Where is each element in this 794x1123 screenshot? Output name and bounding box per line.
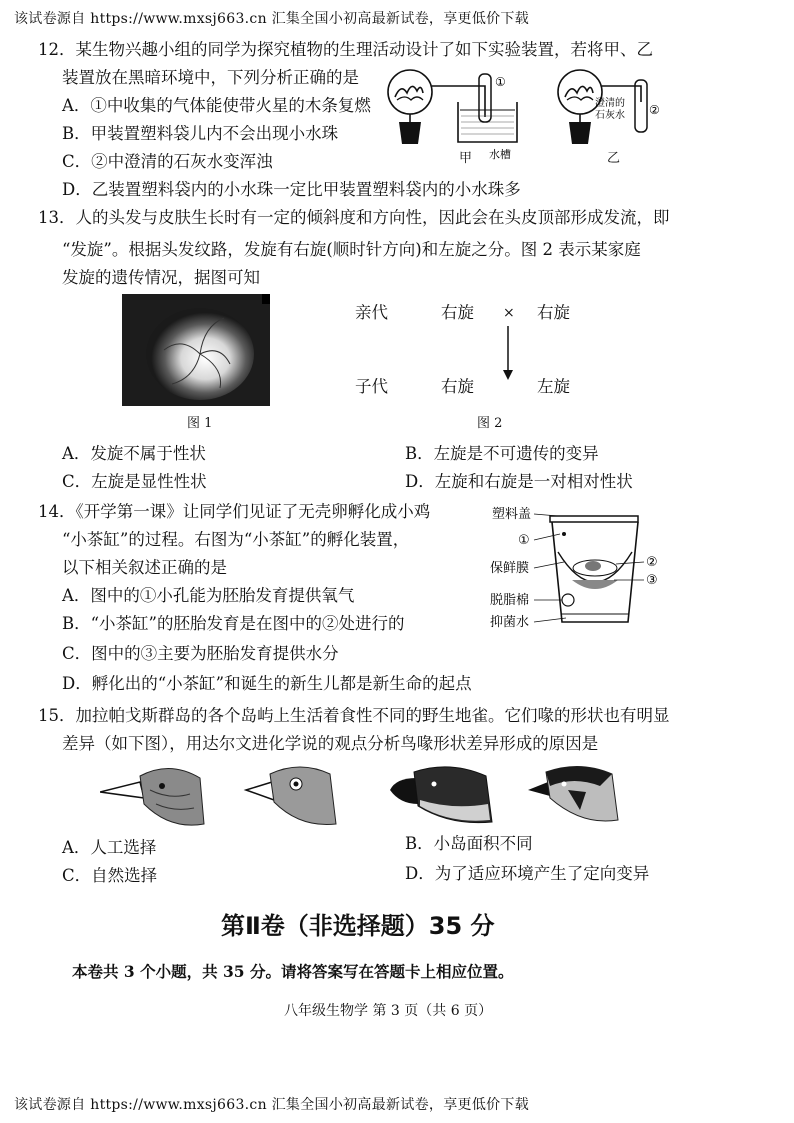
label-c1: ① (518, 533, 530, 548)
label-c3: ③ (646, 573, 658, 588)
fig2-cross: × (503, 305, 515, 321)
q15-stem-line2: 差异（如下图），用达尔文进化学说的观点分析鸟喙形状差异形成的原因是 (62, 734, 599, 753)
label-limewater-2: 石灰水 (595, 110, 625, 121)
q15-option-d: D．为了适应环境产生了定向变异 (405, 864, 650, 883)
q15-stem-line1: 15．加拉帕戈斯群岛的各个岛屿上生活着食性不同的野生地雀。它们喙的形状也有明显 (38, 706, 670, 725)
fig2-parent-label: 亲代 (355, 303, 388, 322)
label-circle-1: ① (495, 75, 506, 89)
q13-option-d: D．左旋和右旋是一对相对性状 (405, 472, 633, 491)
fig2-down-arrow-icon (501, 326, 515, 382)
label-jia: 甲 (459, 151, 473, 166)
cotton-ball (562, 594, 574, 606)
fig2-parent-a: 右旋 (441, 303, 474, 322)
source-banner-bottom: 该试卷源自 https://www.mxsj663.cn 汇集全国小初高最新试卷，享更低价下载 (14, 1097, 530, 1113)
label-sink: 水槽 (489, 148, 511, 161)
finch-head-1 (100, 768, 204, 825)
fig1-caption: 图 1 (187, 416, 213, 431)
q13-option-c: C．左旋是显性性状 (62, 472, 207, 491)
finch-head-2 (246, 767, 336, 825)
label-film: 保鲜膜 (490, 561, 530, 576)
label-yi: 乙 (607, 151, 621, 166)
q12-stem-line2: 装置放在黑暗环境中，下列分析正确的是 (62, 68, 359, 87)
cup (552, 522, 638, 622)
q15-option-c: C．自然选择 (62, 866, 158, 885)
q15-option-a: A．人工选择 (62, 838, 157, 857)
label-water: 抑菌水 (490, 615, 530, 630)
label-c2: ② (646, 555, 658, 570)
q14-stem-line1: 14．《开学第一课》让同学们见证了无壳卵孵化成小鸡 (38, 502, 431, 521)
finch-head-3 (390, 767, 492, 823)
fig2-caption: 图 2 (477, 416, 503, 431)
q13-stem-line1: 13．人的头发与皮肤生长时有一定的倾斜度和方向性，因此会在头皮顶部形成发流，即 (38, 208, 670, 227)
q13-hair-whorl-photo (122, 294, 270, 406)
q13-option-b: B．左旋是不可遗传的变异 (405, 444, 599, 463)
q14-option-c: C．图中的③主要为胚胎发育提供水分 (62, 644, 339, 663)
plant-icon (395, 86, 423, 97)
q14-option-a: A．图中的①小孔能为胚胎发育提供氧气 (62, 586, 355, 605)
finch-head-4 (528, 766, 618, 821)
plastic-lid (550, 516, 638, 522)
egg-white (572, 580, 618, 589)
fig2-parent-b: 右旋 (537, 303, 570, 322)
page-footer: 八年级生物学 第 3 页（共 6 页） (284, 1003, 493, 1019)
q14-stem-line3: 以下相关叙述正确的是 (62, 558, 227, 577)
flower-pot (569, 122, 591, 144)
q12-option-b: B．甲装置塑料袋儿内不会出现小水珠 (62, 124, 339, 143)
q14-stem-line2: “小茶缸”的过程。右图为“小茶缸”的孵化装置， (62, 530, 410, 549)
q12-option-a: A．①中收集的气体能使带火星的木条复燃 (62, 96, 371, 115)
q15-option-b: B．小岛面积不同 (405, 834, 533, 853)
apparatus-yi (558, 70, 660, 144)
plant-icon (565, 86, 593, 97)
q13-stem-line2: “发旋”。根据头发纹路，发旋有右旋(顺时针方向)和左旋之分。图 2 表示某家庭 (62, 240, 641, 259)
flower-pot (399, 122, 421, 144)
air-hole (562, 532, 566, 536)
q12-option-c: C．②中澄清的石灰水变浑浊 (62, 152, 273, 171)
q15-finch-beaks-figure (100, 760, 640, 832)
label-limewater-1: 澄清的 (595, 98, 625, 109)
q12-option-d: D．乙装置塑料袋内的小水珠一定比甲装置塑料袋内的小水珠多 (62, 180, 521, 199)
section-title: 第Ⅱ卷（非选择题）35 分 (221, 912, 495, 940)
q14-incubator-figure (488, 502, 678, 630)
q13-stem-line3: 发旋的遗传情况，据图可知 (62, 268, 260, 287)
label-circle-2: ② (649, 103, 660, 117)
source-banner-top: 该试卷源自 https://www.mxsj663.cn 汇集全国小初高最新试卷，享更低价下载 (14, 11, 530, 27)
q13-option-a: A．发旋不属于性状 (62, 444, 206, 463)
egg-yolk (585, 561, 601, 571)
fig2-child-label: 子代 (355, 377, 388, 396)
label-cotton: 脱脂棉 (490, 593, 530, 608)
section-note: 本卷共 3 个小题，共 35 分。请将答案写在答题卡上相应位置。 (72, 962, 514, 981)
q12-apparatus-figure (375, 62, 675, 170)
q14-option-d: D．孵化出的“小茶缸”和诞生的新生儿都是新生命的起点 (62, 674, 472, 693)
fig2-child-b: 左旋 (537, 377, 570, 396)
apparatus-jia (388, 70, 517, 161)
q12-stem-line1: 12．某生物兴趣小组的同学为探究植物的生理活动设计了如下实验装置，若将甲、乙 (38, 40, 653, 59)
label-lid: 塑料盖 (492, 507, 532, 522)
fig2-child-a: 右旋 (441, 377, 474, 396)
q14-option-b: B．“小茶缸”的胚胎发育是在图中的②处进行的 (62, 614, 405, 633)
